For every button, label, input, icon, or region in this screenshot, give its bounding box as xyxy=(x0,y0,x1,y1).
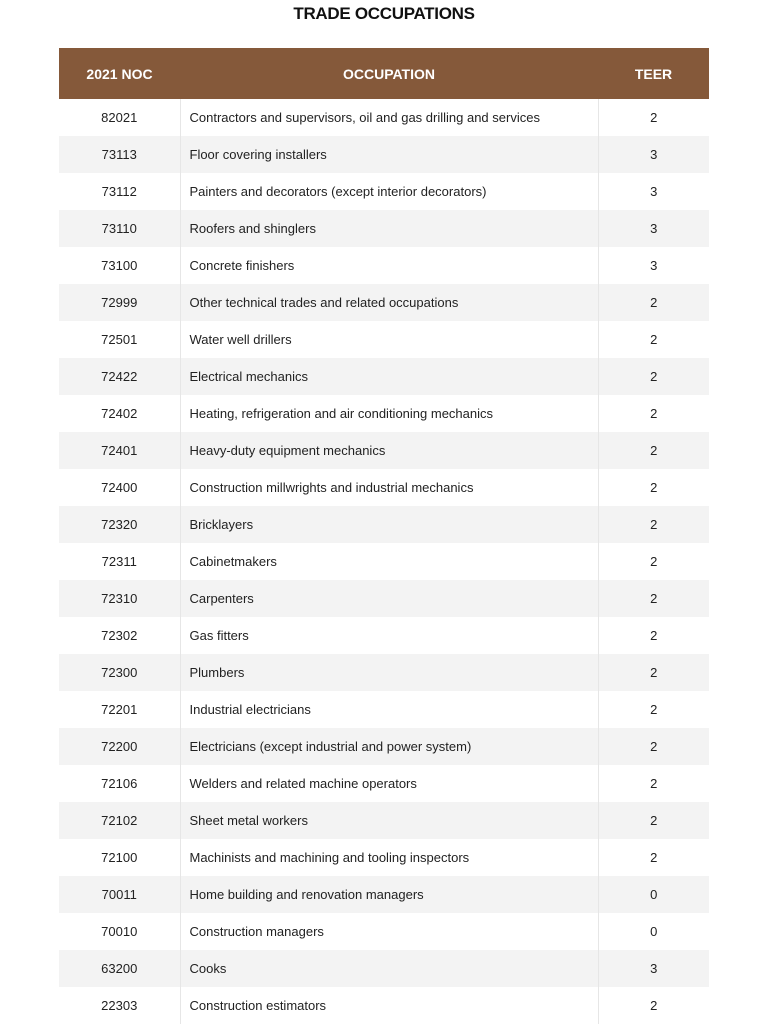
noc-cell: 72311 xyxy=(101,554,137,569)
occupation-cell: Plumbers xyxy=(180,654,598,691)
teer-cell: 2 xyxy=(650,480,658,495)
teer-cell: 2 xyxy=(650,739,658,754)
table-row xyxy=(59,765,709,802)
header-teer: TEER xyxy=(598,48,709,99)
occupation-cell: Bricklayers xyxy=(180,506,598,543)
occupation-cell: Floor covering installers xyxy=(180,136,598,173)
table-row xyxy=(59,543,709,580)
occupation-cell: Machinists and machining and tooling inspectors xyxy=(180,839,598,876)
table-row xyxy=(59,913,709,950)
occupation-cell: Construction millwrights and industrial mechanics xyxy=(180,469,598,506)
occupation-cell: Construction estimators xyxy=(180,987,598,1024)
noc-cell: 73110 xyxy=(101,221,137,236)
noc-cell: 72310 xyxy=(101,591,138,606)
teer-cell: 2 xyxy=(650,406,658,421)
teer-cell: 0 xyxy=(650,887,658,902)
table-header xyxy=(59,48,709,99)
table-row xyxy=(59,469,709,506)
table-row xyxy=(59,987,709,1024)
occupation-cell: Electricians (except industrial and power system) xyxy=(180,728,598,765)
noc-cell: 72999 xyxy=(101,295,138,310)
table-row xyxy=(59,210,709,247)
noc-cell: 72102 xyxy=(101,813,138,828)
occupation-cell: Heating, refrigeration and air conditioning mechanics xyxy=(180,395,598,432)
teer-cell: 2 xyxy=(650,295,658,310)
teer-cell: 2 xyxy=(650,813,658,828)
table-row xyxy=(59,432,709,469)
teer-cell: 3 xyxy=(650,184,658,199)
teer-cell: 2 xyxy=(650,110,658,125)
table-row xyxy=(59,321,709,358)
occupation-cell: Cooks xyxy=(180,950,598,987)
page-title: TRADE OCCUPATIONS xyxy=(293,4,475,23)
occupation-cell: Electrical mechanics xyxy=(180,358,598,395)
table-row xyxy=(59,802,709,839)
teer-cell: 2 xyxy=(650,332,658,347)
table-row xyxy=(59,136,709,173)
teer-cell: 2 xyxy=(650,998,658,1013)
noc-cell: 22303 xyxy=(101,998,138,1013)
occupation-cell: Heavy-duty equipment mechanics xyxy=(180,432,598,469)
occupation-cell: Construction managers xyxy=(180,913,598,950)
occupations-table xyxy=(59,48,709,1024)
teer-cell: 0 xyxy=(650,924,658,939)
noc-cell: 72422 xyxy=(101,369,138,384)
table-row xyxy=(59,691,709,728)
occupation-cell: Concrete finishers xyxy=(180,247,598,284)
table-row xyxy=(59,839,709,876)
occupation-cell: Gas fitters xyxy=(180,617,598,654)
teer-cell: 2 xyxy=(650,443,658,458)
occupation-cell: Contractors and supervisors, oil and gas drilling and services xyxy=(180,99,598,136)
table-row xyxy=(59,506,709,543)
table-row xyxy=(59,950,709,987)
noc-cell: 63200 xyxy=(101,961,138,976)
occupation-cell: Industrial electricians xyxy=(180,691,598,728)
teer-cell: 2 xyxy=(650,665,658,680)
teer-cell: 3 xyxy=(650,961,658,976)
noc-cell: 72201 xyxy=(101,702,138,717)
occupation-cell: Carpenters xyxy=(180,580,598,617)
teer-cell: 3 xyxy=(650,147,658,162)
header-row xyxy=(59,48,709,99)
occupation-cell: Cabinetmakers xyxy=(180,543,598,580)
occupation-cell: Welders and related machine operators xyxy=(180,765,598,802)
occupation-cell: Sheet metal workers xyxy=(180,802,598,839)
table-row xyxy=(59,173,709,210)
occupation-cell: Roofers and shinglers xyxy=(180,210,598,247)
teer-cell: 2 xyxy=(650,850,658,865)
occupation-cell: Water well drillers xyxy=(180,321,598,358)
noc-cell: 72402 xyxy=(101,406,138,421)
table-row xyxy=(59,358,709,395)
table-row xyxy=(59,247,709,284)
occupations-table-container xyxy=(59,48,709,1024)
table-row xyxy=(59,99,709,136)
teer-cell: 2 xyxy=(650,702,658,717)
noc-cell: 82021 xyxy=(101,110,138,125)
header-occupation: OCCUPATION xyxy=(180,48,598,99)
noc-cell: 72100 xyxy=(101,850,138,865)
noc-cell: 72400 xyxy=(101,480,138,495)
occupation-cell: Painters and decorators (except interior decorators) xyxy=(180,173,598,210)
table-row xyxy=(59,728,709,765)
table-body xyxy=(59,99,709,1024)
header-noc: 2021 NOC xyxy=(59,48,180,99)
table-row xyxy=(59,395,709,432)
teer-cell: 2 xyxy=(650,517,658,532)
noc-cell: 72320 xyxy=(101,517,138,532)
noc-cell: 72200 xyxy=(101,739,138,754)
table-row xyxy=(59,284,709,321)
table-row xyxy=(59,617,709,654)
table-row xyxy=(59,876,709,913)
teer-cell: 2 xyxy=(650,628,658,643)
teer-cell: 3 xyxy=(650,258,658,273)
noc-cell: 72501 xyxy=(101,332,138,347)
occupation-cell: Home building and renovation managers xyxy=(180,876,598,913)
teer-cell: 3 xyxy=(650,221,658,236)
noc-cell: 72106 xyxy=(101,776,138,791)
noc-cell: 73113 xyxy=(101,147,137,162)
noc-cell: 70010 xyxy=(101,924,138,939)
noc-cell: 72300 xyxy=(101,665,138,680)
noc-cell: 73112 xyxy=(101,184,137,199)
occupation-cell: Other technical trades and related occupations xyxy=(180,284,598,321)
teer-cell: 2 xyxy=(650,776,658,791)
noc-cell: 73100 xyxy=(101,258,138,273)
table-row xyxy=(59,580,709,617)
teer-cell: 2 xyxy=(650,591,658,606)
teer-cell: 2 xyxy=(650,554,658,569)
noc-cell: 72401 xyxy=(101,443,138,458)
noc-cell: 70011 xyxy=(101,887,137,902)
table-row xyxy=(59,654,709,691)
noc-cell: 72302 xyxy=(101,628,138,643)
teer-cell: 2 xyxy=(650,369,658,384)
